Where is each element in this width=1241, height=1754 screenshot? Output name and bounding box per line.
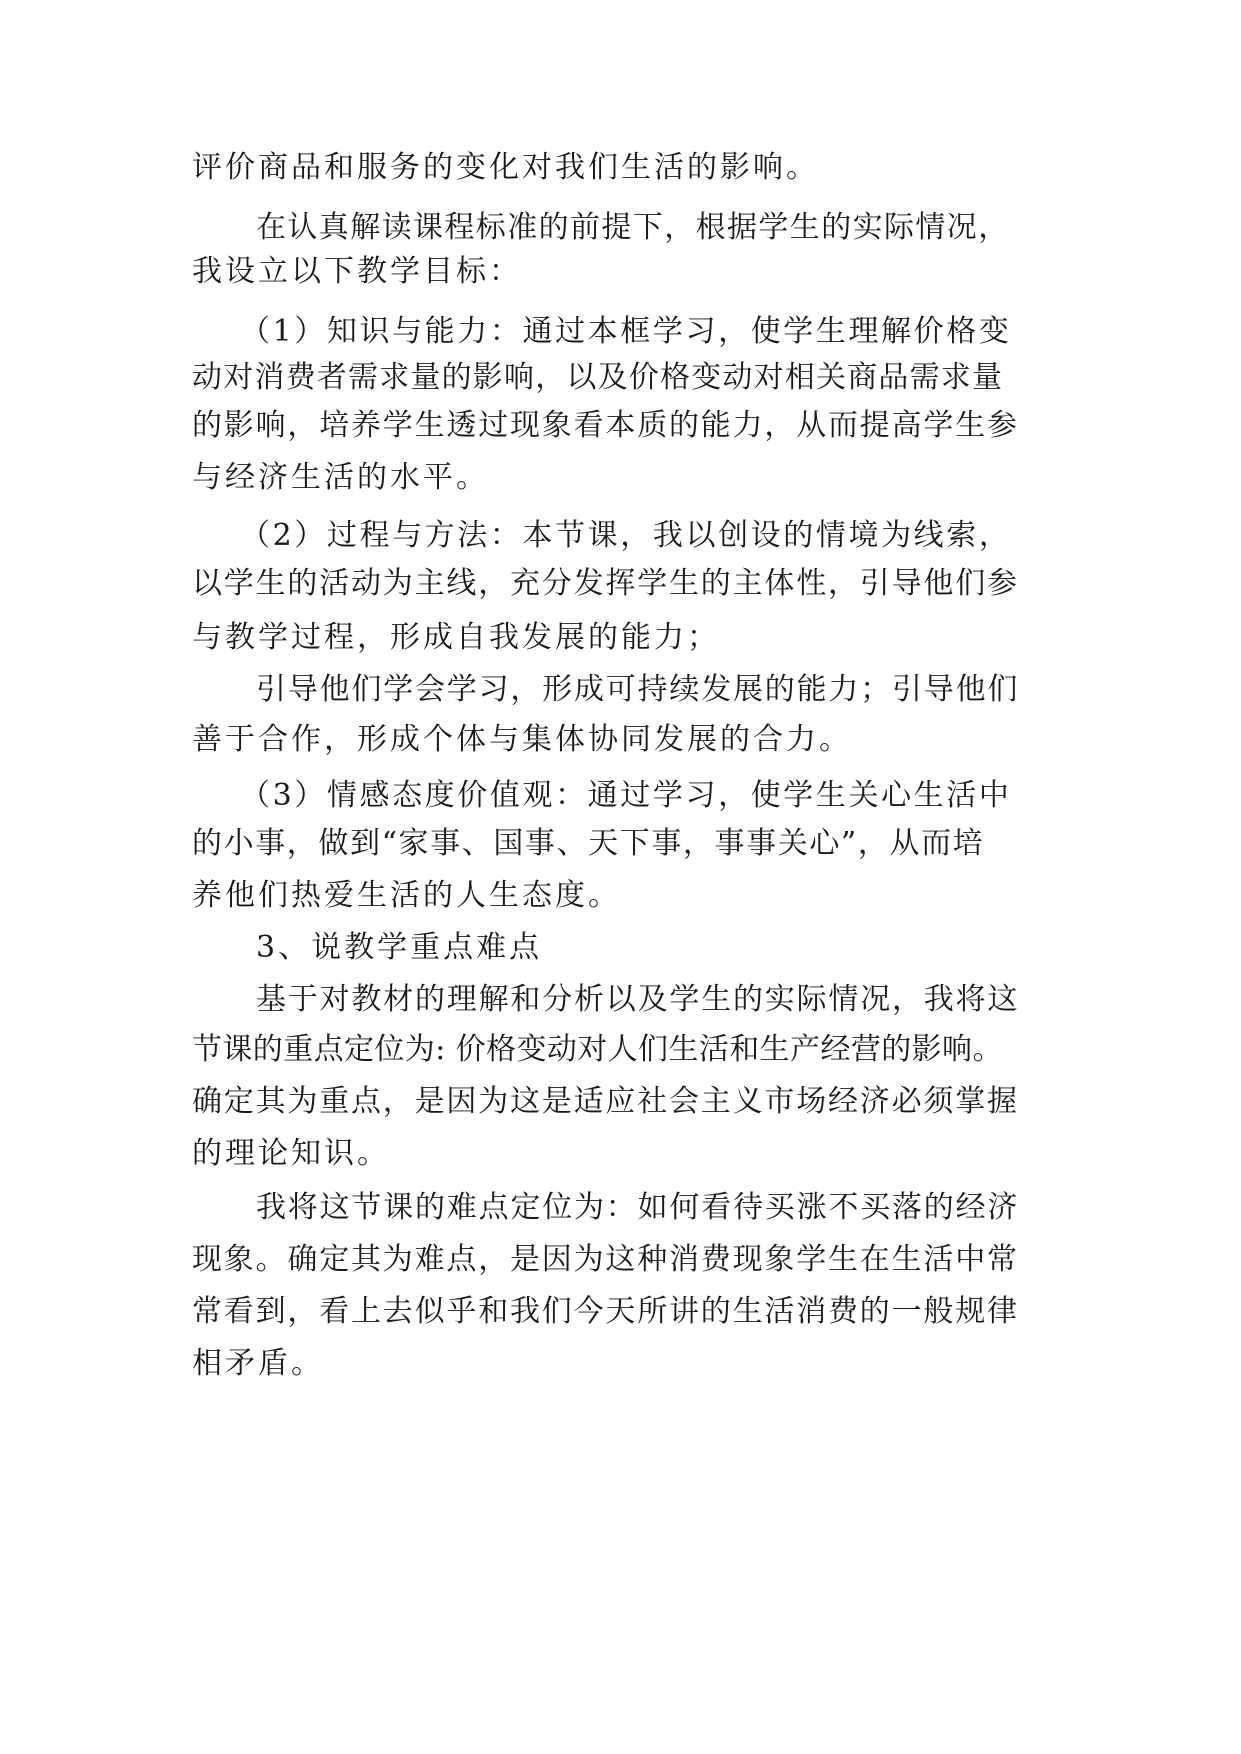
paragraph-line: 以学生的活动为主线，充分发挥学生的主体性，引导他们参: [192, 566, 1019, 601]
paragraph-line: （3）情感态度价值观：通过学习，使学生关心生活中: [240, 778, 1012, 813]
paragraph-line: 评价商品和服务的变化对我们生活的影响。: [192, 150, 819, 185]
paragraph-line: 我设立以下教学目标：: [192, 254, 522, 289]
paragraph-line: 养他们热爱生活的人生态度。: [192, 878, 621, 913]
paragraph-line: （2）过程与方法：本节课，我以创设的情境为线索，: [240, 518, 1012, 553]
paragraph-line: 动对消费者需求量的影响，以及价格变动对相关商品需求量: [192, 360, 1004, 395]
section-heading: 3、说教学重点难点: [256, 930, 543, 965]
paragraph-line: 确定其为重点，是因为这是适应社会主义市场经济必须掌握: [192, 1084, 1019, 1119]
paragraph-line: 与教学过程，形成自我发展的能力；: [192, 620, 720, 655]
paragraph-line: 节课的重点定位为: 价格变动对人们生活和生产经营的影响。: [192, 1032, 1003, 1067]
paragraph-line: 现象。确定其为难点，是因为这种消费现象学生在生活中常: [192, 1242, 1019, 1277]
paragraph-line: 的理论知识。: [192, 1136, 390, 1171]
paragraph-line: 相矛盾。: [192, 1346, 324, 1381]
paragraph-line: 常看到，看上去似乎和我们今天所讲的生活消费的一般规律: [192, 1294, 1019, 1329]
paragraph-line: 的小事，做到“家事、国事、天下事，事事关心”，从而培: [192, 826, 985, 861]
paragraph-line: 在认真解读课程标准的前提下，根据学生的实际情况，: [256, 210, 1010, 245]
paragraph-line: 引导他们学会学习，形成可持续发展的能力；引导他们: [256, 672, 1020, 707]
paragraph-line: 基于对教材的理解和分析以及学生的实际情况，我将这: [256, 982, 1020, 1017]
paragraph-line: 与经济生活的水平。: [192, 460, 489, 495]
paragraph-line: 善于合作，形成个体与集体协同发展的合力。: [192, 722, 852, 757]
paragraph-line: （1）知识与能力：通过本框学习，使学生理解价格变: [240, 314, 1012, 349]
paragraph-line: 我将这节课的难点定位为：如何看待买涨不买落的经济: [256, 1190, 1020, 1225]
paragraph-line: 的影响，培养学生透过现象看本质的能力，从而提高学生参: [192, 408, 1019, 443]
